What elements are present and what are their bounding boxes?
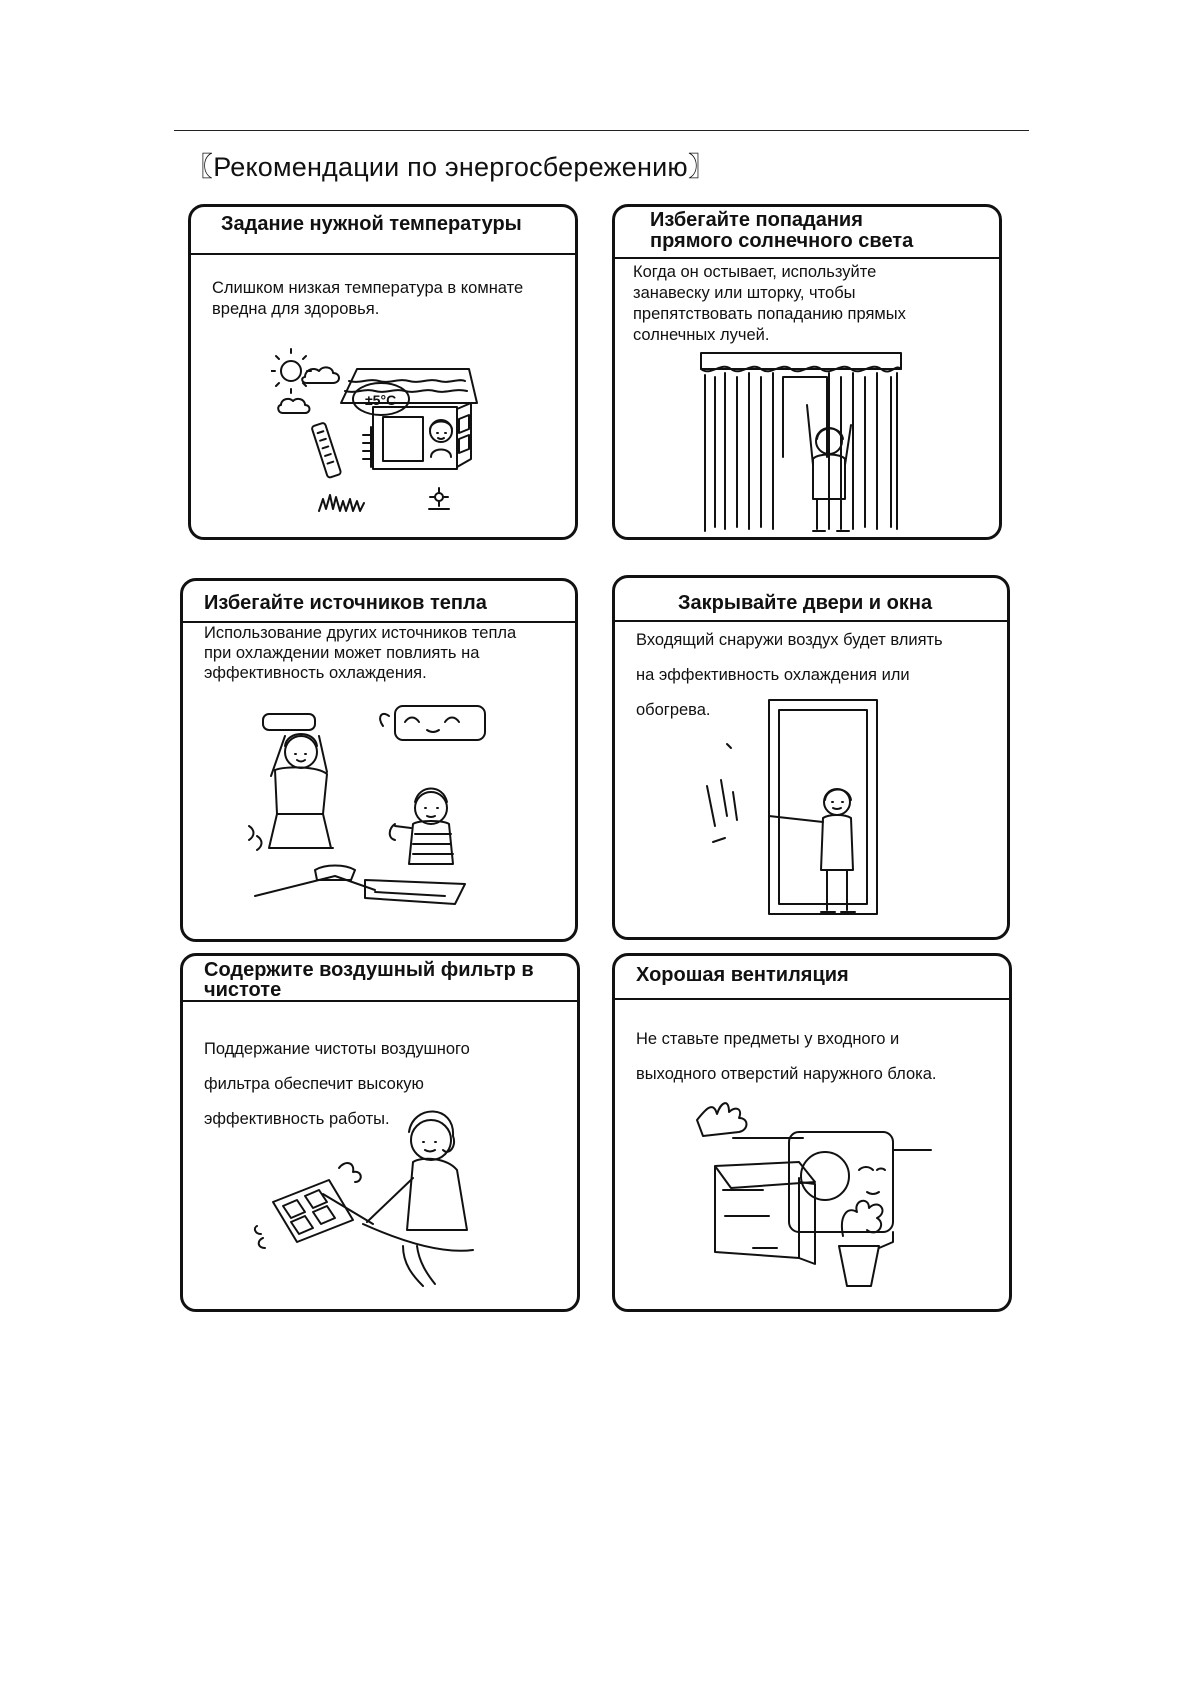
house-thermometer-icon xyxy=(271,347,496,517)
panel-text-line: фильтра обеспечит высокую xyxy=(204,1075,424,1093)
panel-title-line: Содержите воздушный фильтр в xyxy=(204,959,534,981)
panel-title-line: Избегайте попадания xyxy=(650,209,863,231)
panel-title xyxy=(204,593,487,613)
panel-text-line: выходного отверстий наружного блока. xyxy=(636,1065,937,1083)
panel-title xyxy=(221,214,522,234)
panel-text-line: Слишком низкая температура в комнате xyxy=(212,279,524,297)
panel-text-line: солнечных лучей. xyxy=(633,326,770,344)
panel-text-line: Когда он остывает, используйте xyxy=(633,263,877,281)
panel-text xyxy=(212,278,523,320)
panel-title xyxy=(650,210,913,252)
panel-text xyxy=(633,262,906,346)
vacuum-filter-icon xyxy=(253,1106,493,1296)
panel-text-line: Не ставьте предметы у входного и xyxy=(636,1030,900,1048)
panel-title-line: Задание нужной температуры xyxy=(221,213,522,235)
panel-text-line: Использование других источников тепла xyxy=(204,624,517,642)
panel-title xyxy=(204,960,534,1000)
panel-title-line: Закрывайте двери и окна xyxy=(678,592,933,614)
panel-text xyxy=(204,623,516,683)
panel-title-line: прямого солнечного света xyxy=(650,230,914,252)
panel-text-line: при охлаждении может повлиять на xyxy=(204,644,480,662)
closing-door-icon xyxy=(703,696,883,924)
tip-panel-air-filter xyxy=(180,953,580,1312)
heat-sources-icon xyxy=(245,696,490,906)
panel-text-line: занавеску или шторку, чтобы xyxy=(633,284,856,302)
panel-title-line: Хорошая вентиляция xyxy=(636,964,849,986)
panel-text-line: вредна для здоровья. xyxy=(212,300,380,318)
panel-title-line: чистоте xyxy=(204,979,282,1001)
tip-panel-temperature xyxy=(188,204,578,540)
panel-text-line: эффективность охлаждения. xyxy=(204,664,427,682)
panel-title xyxy=(678,593,932,613)
panel-text-line: на эффективность охлаждения или xyxy=(636,666,910,684)
panel-text-line: обогрева. xyxy=(636,701,711,719)
panel-title xyxy=(636,965,849,985)
panel-title-line: Избегайте источников тепла xyxy=(204,592,487,614)
tip-panel-ventilation xyxy=(612,953,1012,1312)
header-rule xyxy=(174,130,1029,131)
tip-panel-sunlight xyxy=(612,204,1002,540)
panel-text-line: препятствовать попаданию прямых xyxy=(633,305,906,323)
panel-text-line: Поддержание чистоты воздушного xyxy=(204,1040,470,1058)
panel-text-line: Входящий снаружи воздух будет влиять xyxy=(636,631,943,649)
curtain-window-icon xyxy=(697,347,905,535)
page-title: 〖Рекомендации по энергосбережению〗 xyxy=(186,152,716,182)
tip-panel-doors-windows xyxy=(612,575,1010,940)
outdoor-unit-ventilation-icon xyxy=(693,1096,935,1296)
panel-text xyxy=(636,1022,936,1092)
temperature-label: ±5°C xyxy=(365,392,397,408)
panel-text-line: эффективность работы. xyxy=(204,1110,390,1128)
tip-panel-heat-sources xyxy=(180,578,578,942)
